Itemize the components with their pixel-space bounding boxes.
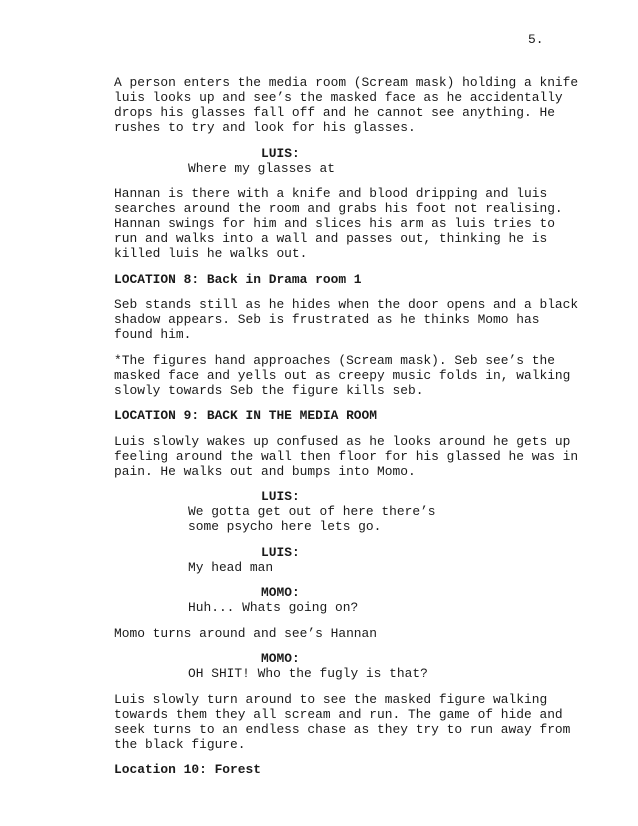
action-paragraph — [114, 75, 579, 135]
character-name: LUIS: — [261, 544, 300, 560]
action-line: Luis slowly turn around to see the masked figure walking — [114, 691, 548, 707]
dialogue-line: some psycho here lets go. — [188, 519, 382, 534]
character-name: LUIS: — [261, 489, 300, 504]
character-name: LUIS: — [261, 145, 300, 161]
dialogue-block — [114, 560, 574, 575]
action-line: A person enters the media room (Scream mask) holding a knife — [114, 75, 579, 90]
character-name: MOMO: — [261, 585, 300, 600]
scene-heading: LOCATION 9: BACK IN THE MEDIA ROOM — [114, 408, 378, 423]
script-body — [114, 75, 579, 777]
dialogue-block — [114, 504, 574, 534]
action-paragraph — [114, 692, 574, 752]
dialogue-line: OH SHIT! Who the fugly is that? — [188, 666, 428, 681]
action-paragraph — [114, 626, 574, 641]
action-paragraph — [114, 186, 574, 261]
dialogue-line: Where my glasses at — [188, 160, 335, 176]
character-name: MOMO: — [261, 651, 300, 666]
page-number: 5. — [528, 32, 544, 47]
action-line: drops his glasses fall off and he cannot see anything. He — [114, 105, 555, 120]
action-line: seek turns to an endless chase as they try to run away from — [114, 721, 571, 737]
dialogue-line: We gotta get out of here there’s — [188, 504, 436, 519]
action-line: found him. — [114, 327, 192, 342]
action-paragraph — [114, 353, 574, 398]
action-line: the black figure. — [114, 736, 246, 752]
action-line: pain. He walks out and bumps into Momo. — [114, 463, 416, 479]
action-line: luis looks up and see’s the masked face as he accidentally — [114, 90, 563, 105]
action-line: killed luis he walks out. — [114, 246, 308, 261]
scene-heading: LOCATION 8: Back in Drama room 1 — [114, 271, 362, 287]
scene-heading: Location 10: Forest — [114, 762, 261, 777]
action-line: shadow appears. Seb is frustrated as he thinks Momo has — [114, 312, 540, 327]
action-line: run and walks into a wall and passes out, thinking he is — [114, 231, 548, 246]
action-line: Seb stands still as he hides when the door opens and a black — [114, 297, 579, 312]
dialogue-block — [114, 600, 574, 615]
action-line: feeling around the wall then floor for his glassed he was in — [114, 448, 579, 464]
dialogue-line: Huh... Whats going on? — [188, 600, 359, 615]
action-line: searches around the room and grabs his foot not realising. — [114, 201, 563, 216]
action-line: Momo turns around and see’s Hannan — [114, 625, 378, 641]
dialogue-line: My head man — [188, 559, 274, 575]
action-line: rushes to try and look for his glasses. — [114, 120, 416, 135]
action-paragraph — [114, 433, 579, 479]
action-line: *The figures hand approaches (Scream mask). Seb see’s the — [114, 352, 555, 368]
action-line: towards them they all scream and run. The game of hide and — [114, 706, 563, 722]
dialogue-block — [114, 666, 574, 681]
action-line: masked face and yells out as creepy music folds in, walking — [114, 367, 571, 383]
action-paragraph — [114, 297, 579, 342]
action-line: Luis slowly wakes up confused as he looks around he gets up — [114, 433, 571, 449]
action-line: slowly towards Seb the figure kills seb. — [114, 382, 424, 398]
action-line: Hannan is there with a knife and blood dripping and luis — [114, 186, 548, 201]
dialogue-block — [114, 161, 574, 176]
action-line: Hannan swings for him and slices his arm as luis tries to — [114, 216, 555, 231]
